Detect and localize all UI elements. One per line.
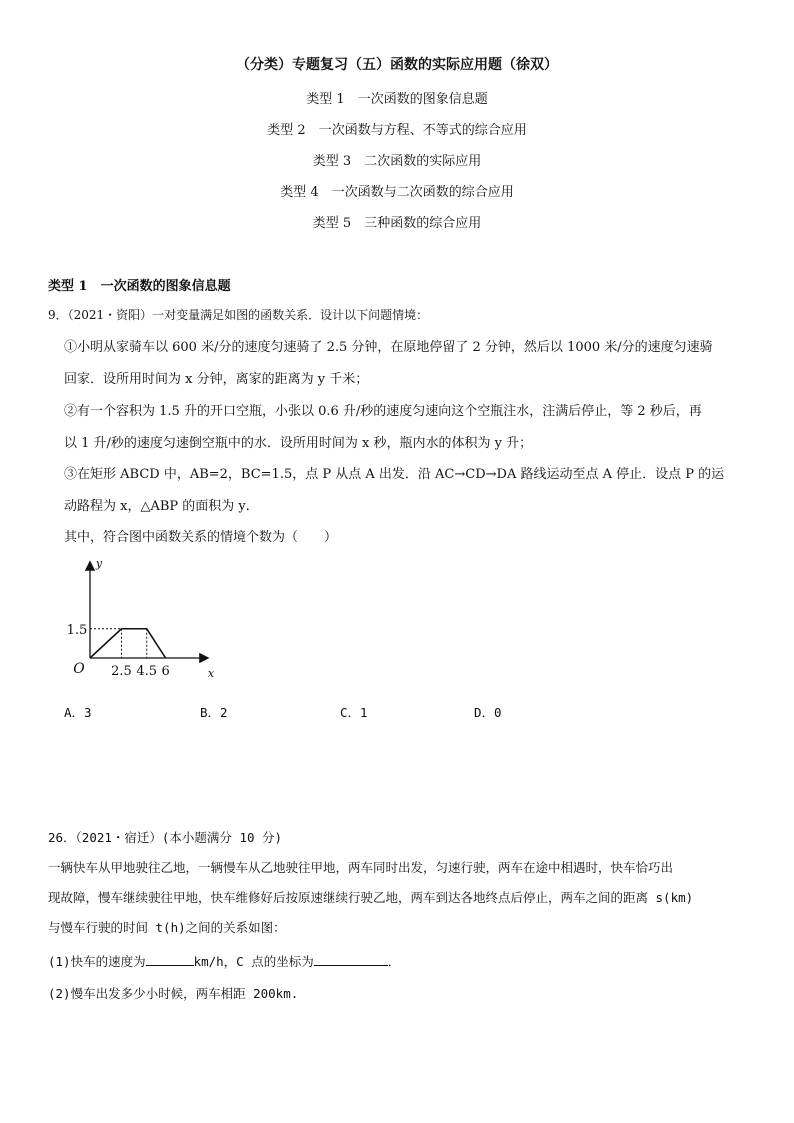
- y-axis-label: y: [95, 557, 103, 570]
- q26-stem: 26．（2021・宿迁）(本小题满分 10 分): [48, 830, 283, 845]
- toc-item-1: 类型 1 一次函数的图象信息题: [306, 92, 488, 107]
- q26-part2: (2)慢车出发多少小时候，两车相距 200km.: [48, 986, 299, 1001]
- toc-item-3: 类型 3 二次函数的实际应用: [312, 154, 482, 169]
- q9-item2-line1: ②有一个容积为 1.5 升的开口空瓶，小张以 0.6 升/秒的速度匀速向这个空瓶注水，注满后停止，等 2 秒后，再: [64, 404, 702, 419]
- q26-part1-end: ．: [387, 954, 401, 969]
- q9-item3-line2: 动路程为 x，△ABP 的面积为 y．: [64, 499, 259, 514]
- x-tick-label: 4.5: [136, 664, 158, 679]
- x-tick-label: 6: [161, 664, 170, 679]
- origin-label: O: [73, 661, 85, 677]
- x-tick-label: 2.5: [111, 664, 132, 679]
- q26-line3: 与慢车行驶的时间 t(h)之间的关系如图：: [48, 920, 286, 935]
- q26-line2: 现故障，慢车继续驶往甲地，快车维修好后按原速继续行驶乙地，两车到达各地终点后停止，两车之间的距离 s(km): [48, 890, 694, 905]
- toc-item-5: 类型 5 三种函数的综合应用: [312, 216, 482, 231]
- answer-blank-point-c[interactable]: [314, 953, 388, 966]
- q9-item3-line1: ③在矩形 ABCD 中，AB=2，BC=1.5，点 P 从点 A 出发．沿 AC→CD→DA 路线运动至点 A 停止．设点 P 的运: [64, 467, 725, 482]
- q9-ask: 其中，符合图中函数关系的情境个数为（ ）: [64, 530, 338, 545]
- q9-item1-line1: ①小明从家骑车以 600 米/分的速度匀速骑了 2.5 分钟，在原地停留了 2 分钟，然后以 1000 米/分的速度匀速骑: [64, 340, 713, 355]
- series-line: [90, 629, 166, 658]
- q26-line1: 一辆快车从甲地驶往乙地，一辆慢车从乙地驶往甲地，两车同时出发，匀速行驶，两车在途中相遇时，快车恰巧出: [48, 860, 674, 875]
- x-axis-label: x: [207, 667, 215, 680]
- toc-item-4: 类型 4 一次函数与二次函数的综合应用: [280, 185, 514, 200]
- q9-item1-line2: 回家．设所用时间为 x 分钟，离家的距离为 y 千米；: [64, 372, 369, 387]
- q26-part1-middle: km/h，C 点的坐标为: [193, 954, 314, 969]
- answer-blank-speed[interactable]: [146, 953, 194, 966]
- section-heading: 类型 1 一次函数的图象信息题: [48, 279, 231, 294]
- q26-part1: [48, 952, 400, 970]
- y-tick-label: 1.5: [66, 622, 88, 638]
- option-a[interactable]: A．3: [64, 705, 92, 720]
- function-graph: [55, 555, 215, 685]
- option-b[interactable]: B．2: [200, 705, 228, 720]
- toc-item-2: 类型 2 一次函数与方程、不等式的综合应用: [267, 123, 527, 138]
- q9-stem: 9．（2021・资阳）一对变量满足如图的函数关系．设计以下问题情境：: [48, 308, 429, 322]
- page-title: （分类）专题复习（五）函数的实际应用题（徐双）: [236, 57, 558, 73]
- q26-part1-prefix: (1)快车的速度为: [48, 954, 146, 969]
- q9-item2-line2: 以 1 升/秒的速度匀速倒空瓶中的水．设所用时间为 x 秒，瓶内水的体积为 y 升；: [64, 436, 533, 451]
- option-c[interactable]: C．1: [340, 705, 368, 720]
- option-d[interactable]: D．0: [474, 705, 502, 720]
